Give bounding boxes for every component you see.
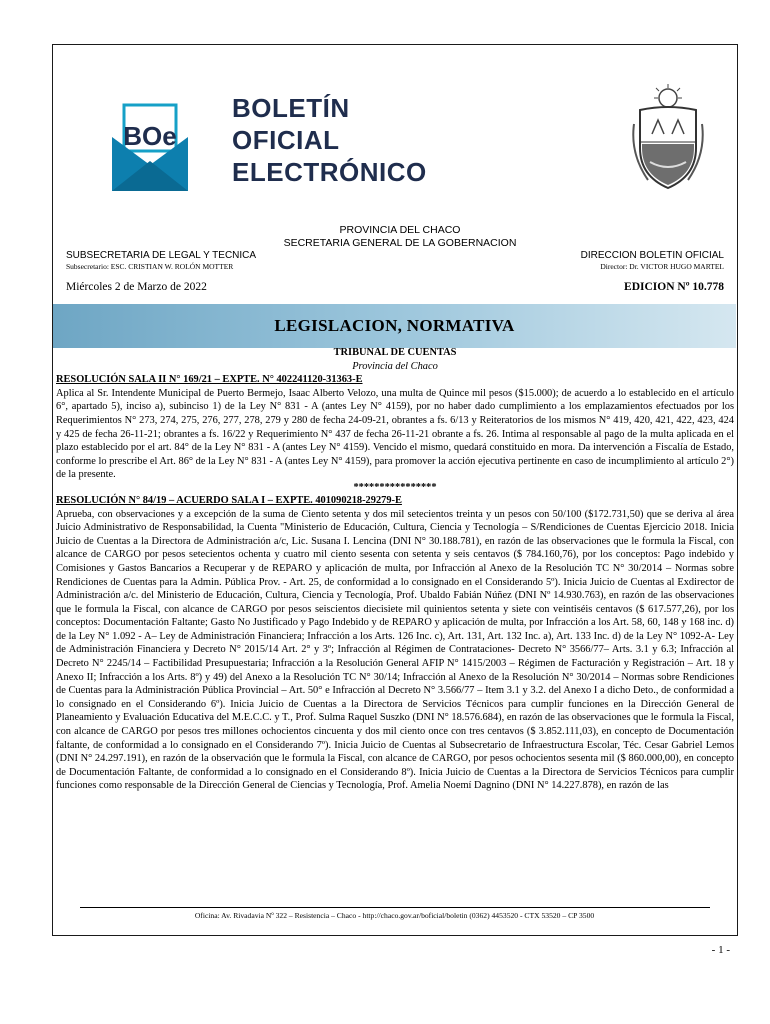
edition-number: EDICION Nº 10.778 [624,281,724,293]
footer-divider [80,907,710,908]
title-line-1: BOLETÍN [232,93,350,123]
separator: **************** [353,481,437,493]
director: Director: Dr. VICTOR HUGO MARTEL [600,262,724,271]
direccion: DIRECCION BOLETIN OFICIAL [580,250,724,261]
page-number: - 1 - [711,944,730,956]
logo-text: BOe [123,121,177,151]
document-body [56,346,734,793]
title-line-2: OFICIAL [232,125,340,155]
resolution-1-body: Aplica al Sr. Intendente Municipal de Puerto Bermejo, Isaac Alberto Velozo, una multa de Quince mil pesos ($15.000); de acuerdo a lo establecido en el artículo 6°, apartado 5), inciso a), subinciso 1) de la Ley N° 831 - A (antes Ley N° 4159), por no haber dado cumplimiento a los emplazamientos efectuados por los Requerimientos N° 273, 274, 275, 276, 277, 278, 279 y 280 de fecha 24-09-21, obrantes a fs. 6/13 y Reiteratorios de los mismos N° 419, 420, 421, 422, 423, 424 y 425 de fecha 26-11-21; obrantes a fs. 16/22 y Requerimiento N° 437 de fecha 26-11-21 obrante a fs. 26. Intima al responsable al pago de la multa aplicada en el plazo establecido por el art. 84° de la Ley N° 831 - A (antes Ley N° 4159). Vencido el mismo, quedará constituido en mora. Da intervención a Fiscalía de Estado, conforme lo prescribe el Art. 86° de la Ley N° 831 - A (antes Ley N° 4159), para promover la acción ejecutiva pertinente en caso de incumplimiento al artículo 2°) de la presente. [56,387,734,481]
subsecretaria: SUBSECRETARIA DE LEGAL Y TECNICA [66,250,257,261]
secretaria-general: SECRETARIA GENERAL DE LA GOBERNACION [283,237,517,249]
subsecretario: Subsecretario: ESC. CRISTIAN W. ROLÓN MOTTER [66,262,234,271]
resolution-1-title: RESOLUCIÓN SALA II N° 169/21 – EXPTE. N° 402241120-31363-E [56,374,363,386]
resolution-2-body: Aprueba, con observaciones y a excepción de la suma de Ciento setenta y dos mil setecientos treinta y un pesos con 50/100 ($172.731,50) que se deriva al área Juicio Administrativo de Responsabilidad, la Cuenta "Ministerio de Educación, Cultura, Ciencia y Tecnología – S/Rendiciones de Cuentas Ejercicio 2018. Inicia Juicio de Cuentas a la Directora de Administración a/c, Lic. Susana I. Lencina (DNI N° 30.188.781), en razón de las observaciones que le formula la Fiscal, con alcance de CARGO por pesos setecientos ochenta y cuatro mil ciento sesenta con setenta y seis centavos ($ 784.160,76), por los conceptos: Pago indebido y Comisiones y Gastos Bancarios a Recuperar y de REPARO y aplicación de multa, por Infracción al Anexo de la Resolución TC N° 30/2014 – Normas sobre Rendiciones de Cuentas para la Admin. Pública Prov. - Art. 25, de conformidad a lo consignado en el Considerando 5º). Inicia Juicio de Cuentas al Exdirector de Administración a/c. del Ministerio de Educación, Cultura, Ciencia y Tecnología, Prof. Ubaldo Fabián Núñez (DNI Nº 14.930.763), en razón de las observaciones que le formula la Fiscal, con alcance de CARGO por pesos seiscientos diecisiete mil quinientos setenta y siete con veintiséis centavos ($ 617.577,26), por los conceptos: Documentación Faltante; Gasto No Justificado y Pago Indebido y de REPARO y aplicación de multa, por Infracción a los Art. 58, 60, 148 y 168 inc. d) de la Ley N° 1.092 - A– Ley de Administración Financiera; Infracción a los Arts. 126 Inc. c), Art. 131, Art. 132 Inc. a), Art. 133 Inc. d) de la Ley N° 1092-A- Ley de Administración Financiera y Decreto N° 2015/14 Art. 2° y 3º; Infracción al Régimen de Contrataciones- Decreto N° 3566/77– Arts. 3.1 y 6.3; Infracción al Decreto N° 2245/14 – Factibilidad Presupuestaria; Infracción a la Resolución General AFIP N° 1415/2003 – Régimen de Facturación y Registración – Art. 18 y Anexo II; Infracción a los Arts. 8º) y 49) del Anexo a la Resolución TC N° 30/14; Infracción al Anexo de la Resolución N° 30/2014 – Normas sobre Rendiciones de Cuentas para la Administración Pública Provincial – Art. 50° e Infracción al Decreto N° 3.566/77 – Item 3.1 y 3.2. del Anexo I a dicho Deto., de conformidad a lo consignado en el Considerando 6º). Inicia Juicio de Cuentas a la Directora de Servicios Técnicos para cumplir funciones en la Dirección General de Planeamiento y Evaluación Educativa del M.E.C.C. y T., Prof. Sulma Raquel Suszko (DNI N° 18.576.684), en razón de las observaciones que le formula la Fiscal, con alcance de CARGO por pesos tres millones ochocientos cincuenta y dos mil ciento once con tres centavos ($ 3.852.111,03), en concepto de Documentación faltante, de conformidad a lo consignado en el Considerando 7º). Inicia Juicio de Cuentas al Subsecretario de Infraestructura Escolar, Téc. Cesar Gabriel Lemos (DNI N° 24.297.191), en razón de la observación que le formula la Fiscal, con alcance de CARGO, por pesos ochocientos sesenta mil ($ 860.000,00), en concepto de Documentación Faltante, de conformidad a lo consignado en el Considerando 8º). Inicia Juicio de Cuentas a la Directora de Servicios Técnicos para cumplir funciones como responsable de la Dirección General de Ciencias y Tecnología, Prof. Amelia Noemí Dagnino (DNI N° 14.227.878), en razón de las [56,508,734,792]
province-name: PROVINCIA DEL CHACO [339,224,461,236]
boe-logo [110,103,190,193]
bulletin-title [232,92,427,188]
publication-date: Miércoles 2 de Marzo de 2022 [66,281,207,293]
title-line-3: ELECTRÓNICO [232,157,427,187]
footer-office: Oficina: Av. Rivadavia Nº 322 – Resistencia – Chaco - http://chaco.gov.ar/boficial/boletin (0362) 4453520 - CTX 53520 – CP 3500 [194,911,595,920]
resolution-2-title: RESOLUCIÓN N° 84/19 – ACUERDO SALA I – EXPTE. 401090218-29279-E [56,494,402,506]
organism-province: Provincia del Chaco [352,360,438,372]
province-heading [280,224,520,250]
section-title: LEGISLACION, NORMATIVA [274,316,515,335]
organism-name: TRIBUNAL DE CUENTAS [333,347,457,358]
coat-of-arms-icon [628,84,708,194]
